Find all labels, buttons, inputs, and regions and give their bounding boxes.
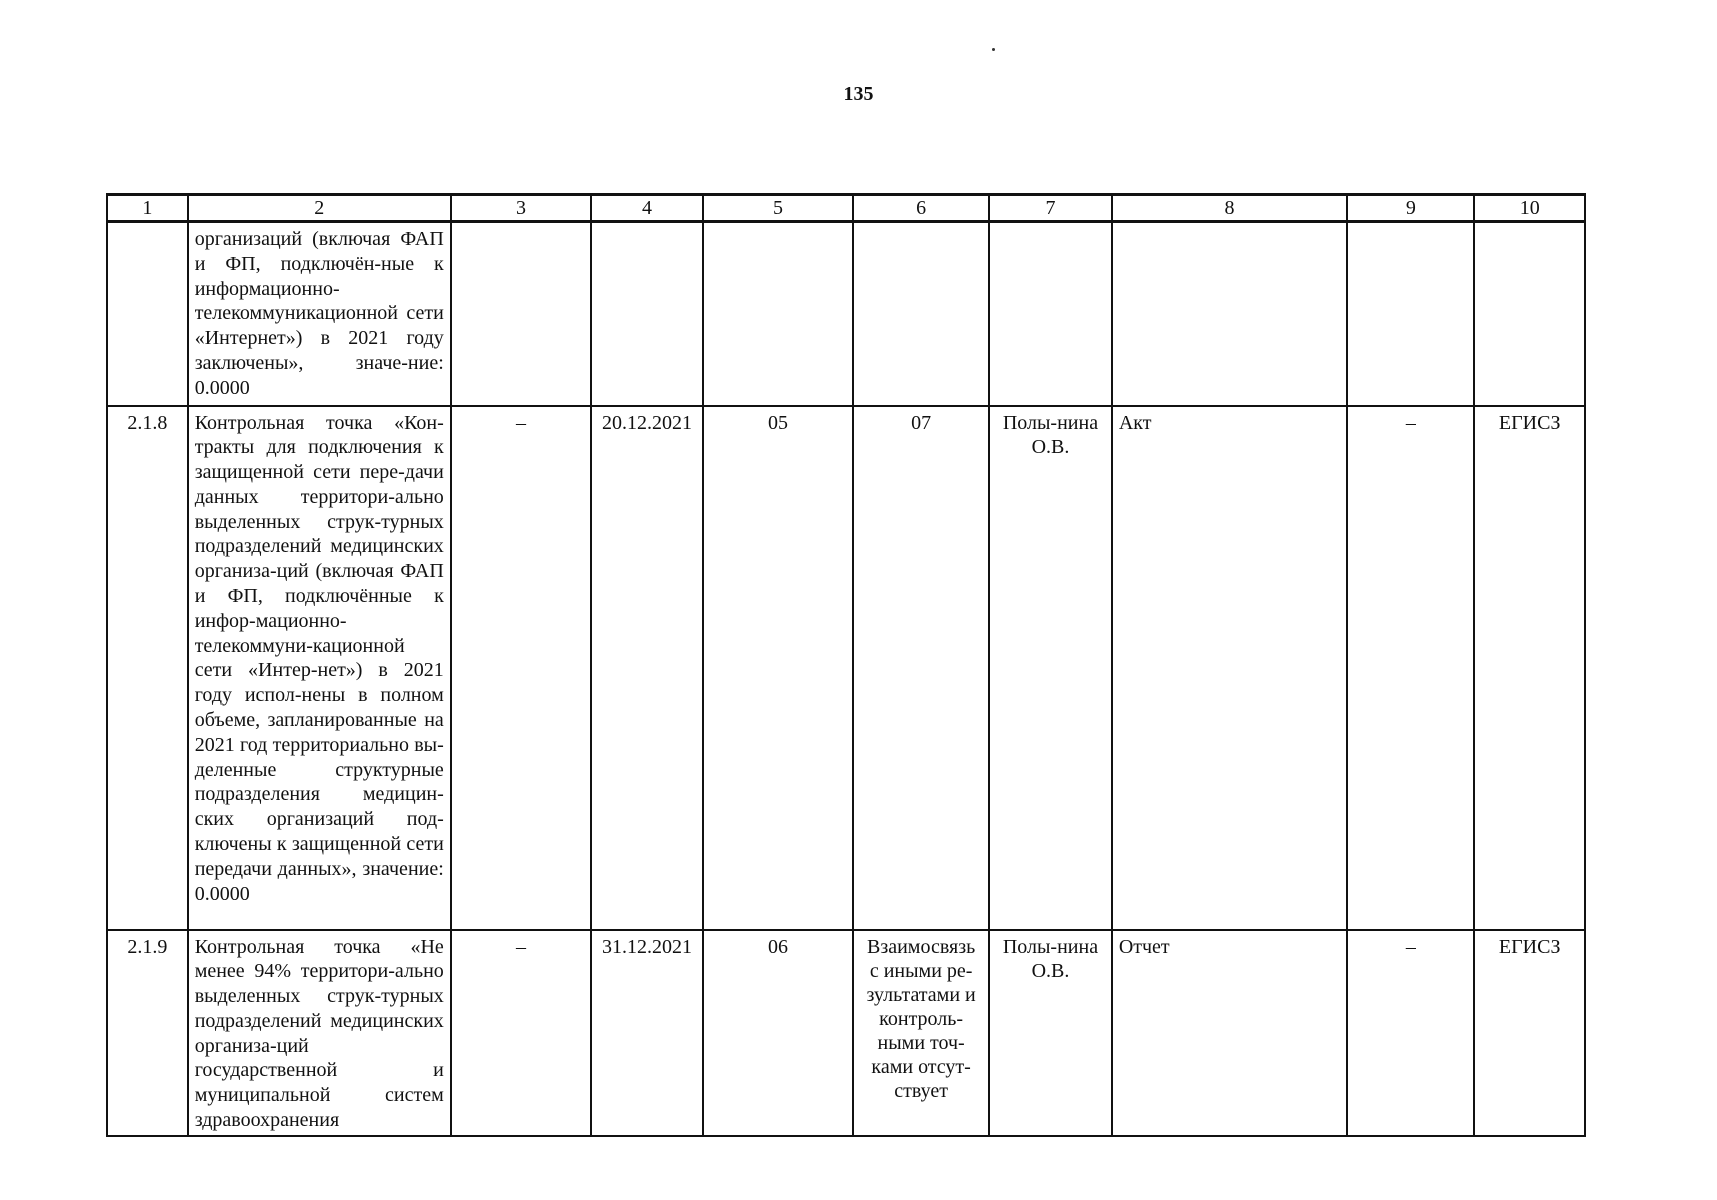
column-header-7: 7	[989, 195, 1112, 222]
date-cell	[591, 222, 703, 406]
system-cell	[1474, 222, 1585, 406]
col3-cell: –	[451, 406, 591, 930]
responsible-cell: Полы-нина О.В.	[989, 930, 1112, 1136]
column-header-3: 3	[451, 195, 591, 222]
document-cell: Отчет	[1112, 930, 1347, 1136]
col6-cell: 07	[853, 406, 989, 930]
column-header-2: 2	[188, 195, 451, 222]
column-header-6: 6	[853, 195, 989, 222]
column-header-1: 1	[107, 195, 188, 222]
responsible-cell: Полы-нина О.В.	[989, 406, 1112, 930]
row-number-cell	[107, 222, 188, 406]
document-table	[106, 193, 1586, 1137]
responsible-cell	[989, 222, 1112, 406]
col9-cell: –	[1347, 930, 1474, 1136]
row-number-cell: 2.1.8	[107, 406, 188, 930]
table-row	[107, 406, 1585, 930]
row-number-cell: 2.1.9	[107, 930, 188, 1136]
date-cell: 20.12.2021	[591, 406, 703, 930]
col9-cell: –	[1347, 406, 1474, 930]
date-cell: 31.12.2021	[591, 930, 703, 1136]
system-cell: ЕГИСЗ	[1474, 406, 1585, 930]
page-number: 135	[843, 83, 874, 105]
column-header-9: 9	[1347, 195, 1474, 222]
column-header-8: 8	[1112, 195, 1347, 222]
document-cell: Акт	[1112, 406, 1347, 930]
col3-cell: –	[451, 930, 591, 1136]
col9-cell	[1347, 222, 1474, 406]
system-cell: ЕГИСЗ	[1474, 930, 1585, 1136]
description-cell: Контрольная точка «Кон-тракты для подключения к защищенной сети пере-дачи данных территори-ально выделенных струк-турных подразделений медицинских организа-ций (включая ФАП и ФП, подключённые к инфор-мационно-телекоммуни-кационной сети «Интер-нет») в 2021 году испол-нены в полном объеме, запланированные на 2021 год территориально вы-деленные структурные подразделения медицин-ских организаций под-ключены к защищенной сети передачи данных», значение: 0.0000	[188, 406, 451, 930]
column-header-10: 10	[1474, 195, 1585, 222]
table-header-row	[107, 195, 1585, 222]
col5-cell: 06	[703, 930, 853, 1136]
description-cell: Контрольная точка «Не менее 94% территори-ально выделенных струк-турных подразделений медицинских организа-ций государственной и муниципальной систем здравоохранения	[188, 930, 451, 1136]
col6-cell: Взаимосвязь с иными ре-зультатами и контроль-ными точ-ками отсут-ствует	[853, 930, 989, 1136]
col5-cell	[703, 222, 853, 406]
col3-cell	[451, 222, 591, 406]
column-header-5: 5	[703, 195, 853, 222]
table-row	[107, 930, 1585, 1136]
table-row	[107, 222, 1585, 406]
document-cell	[1112, 222, 1347, 406]
column-header-4: 4	[591, 195, 703, 222]
col6-cell	[853, 222, 989, 406]
col5-cell: 05	[703, 406, 853, 930]
scan-speck	[992, 48, 995, 51]
description-cell: организаций (включая ФАП и ФП, подключён-ные к информационно-телекоммуникационной сети «Интернет») в 2021 году заключены», значе-ние: 0.0000	[188, 222, 451, 406]
